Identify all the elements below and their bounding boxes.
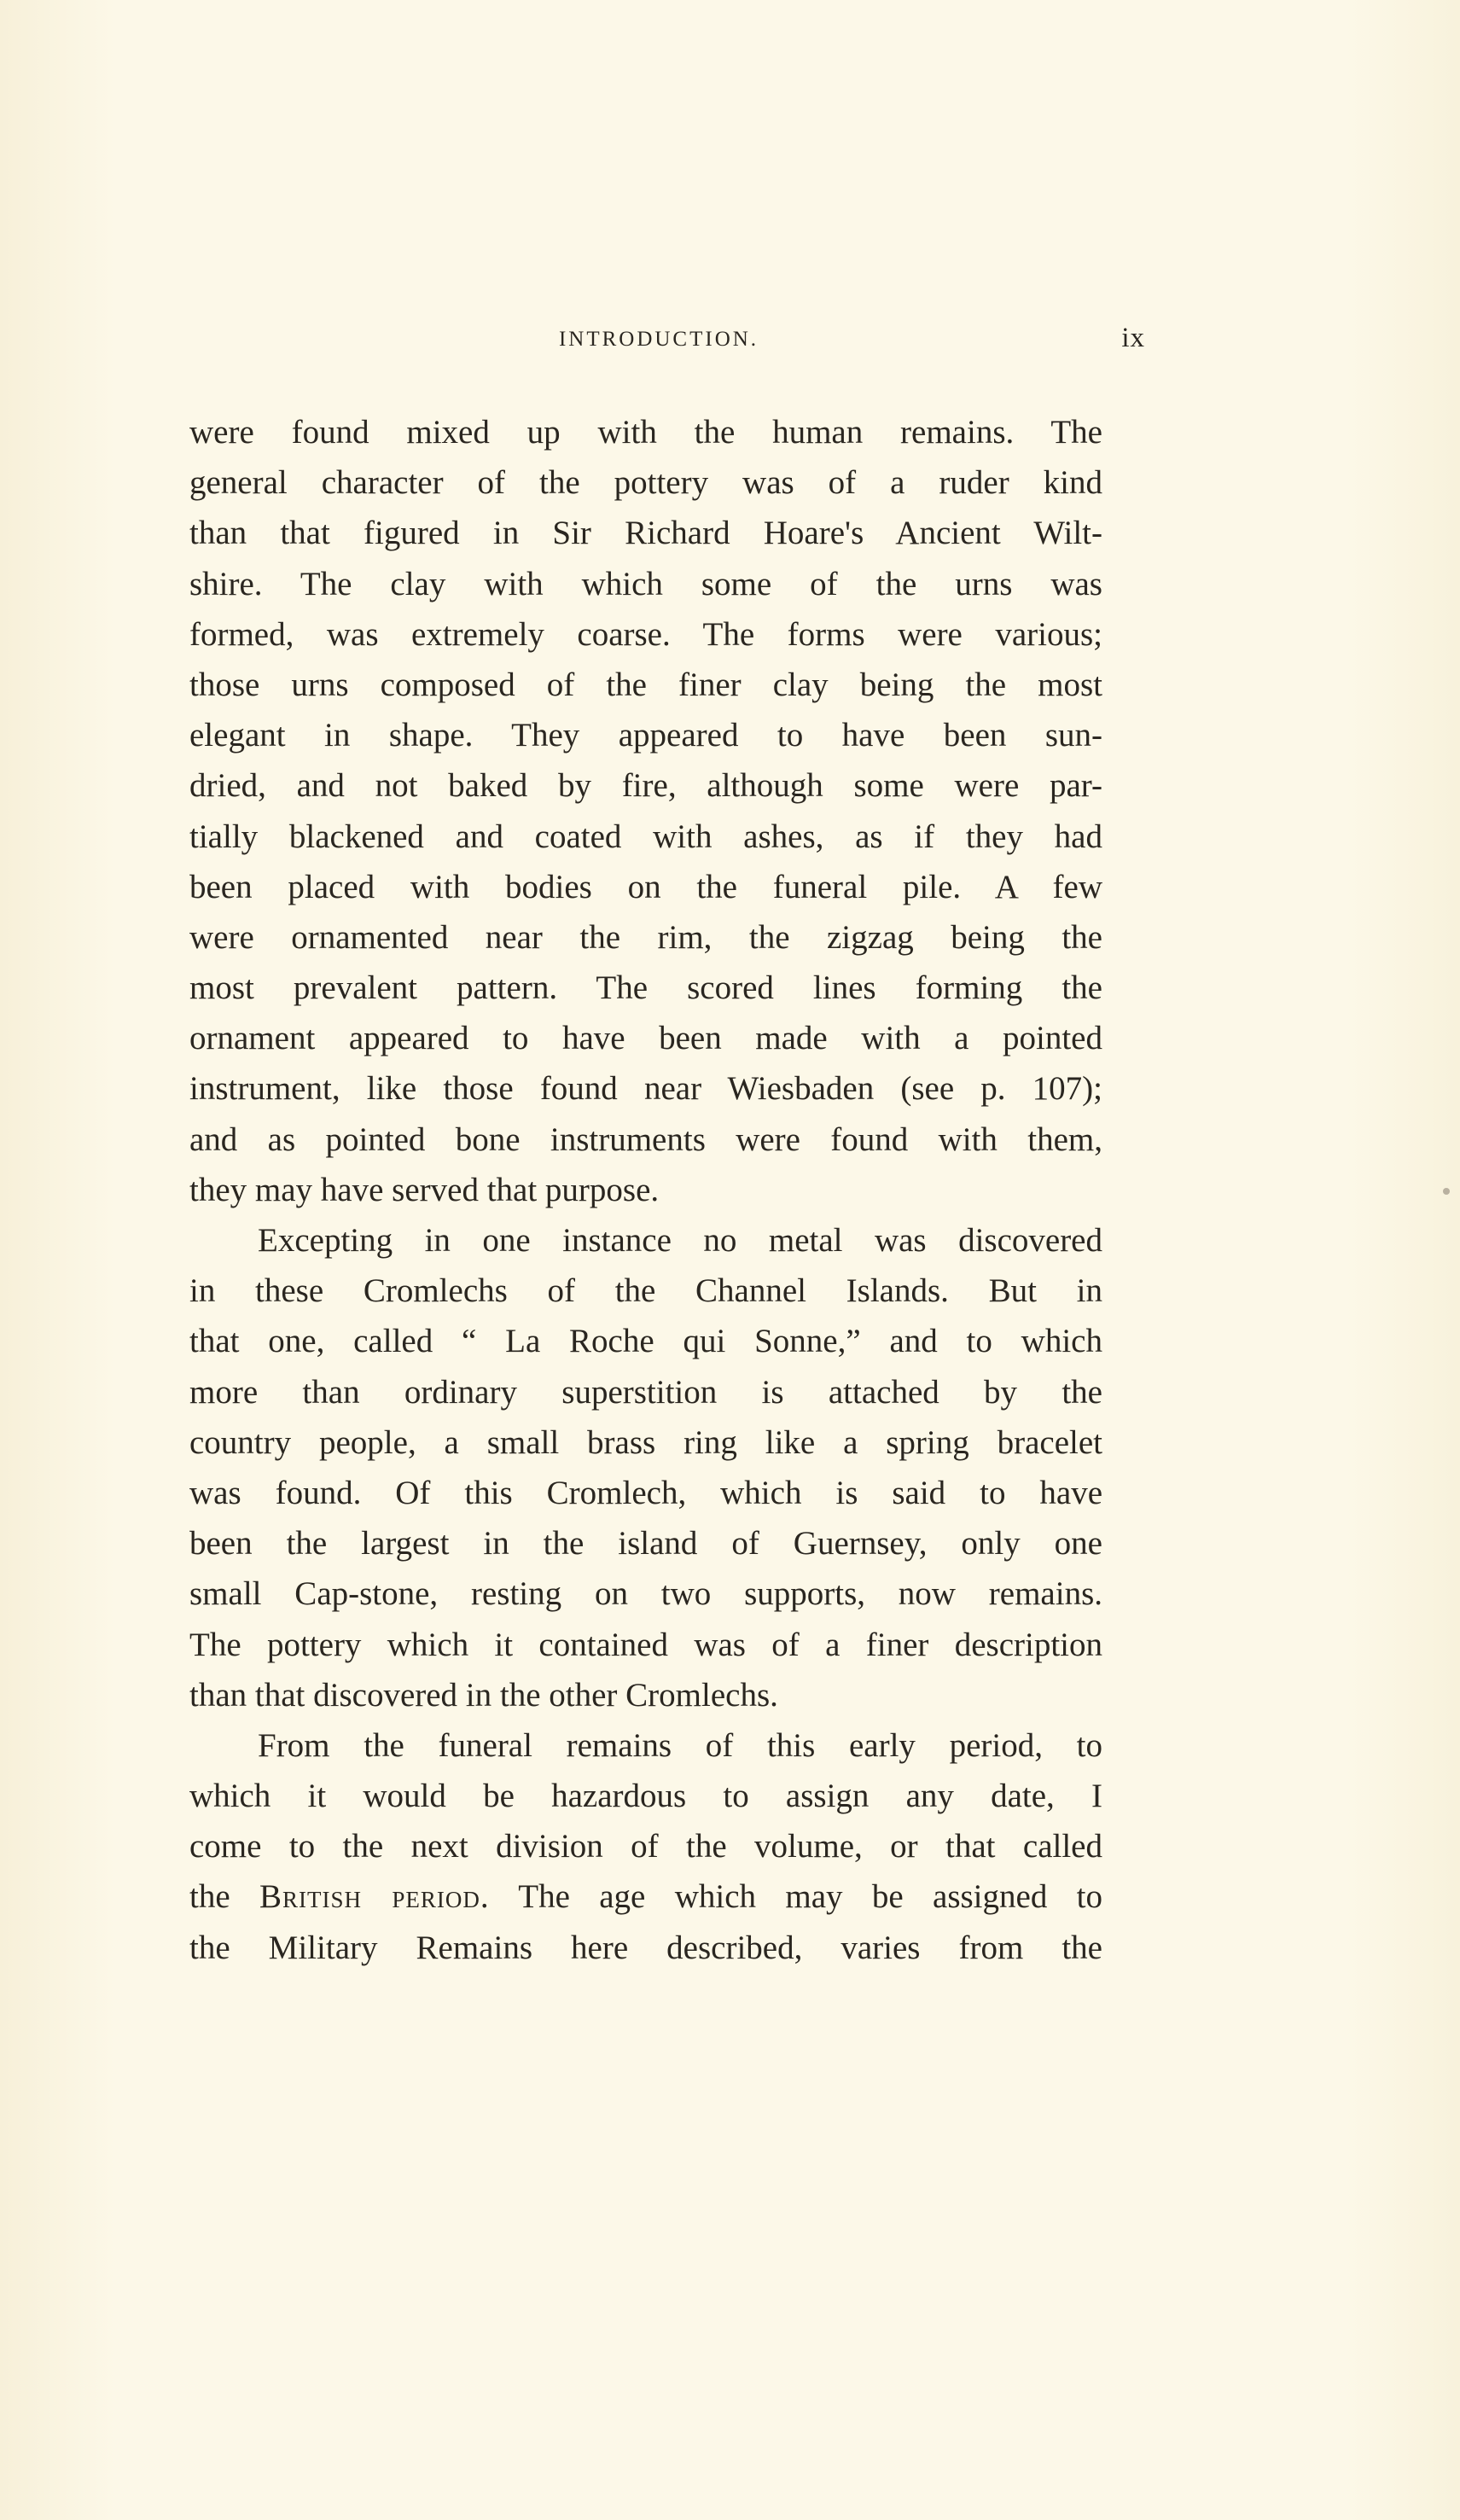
text-line: instrument, like those found near Wiesbaden (see p. 107); xyxy=(189,1070,1102,1108)
running-head xyxy=(189,323,1145,365)
text-line: small Cap-stone, resting on two supports, now remains. xyxy=(189,1575,1102,1613)
body-text xyxy=(189,407,1102,1973)
text-line-composite xyxy=(189,1871,1102,1922)
text-line: From the funeral remains of this early period, to xyxy=(258,1726,1102,1764)
text-line: been placed with bodies on the funeral pile. A few xyxy=(189,868,1102,905)
text-line: in these Cromlechs of the Channel Islands. But in xyxy=(189,1272,1102,1310)
text-line: that one, called “ La Roche qui Sonne,” and to which xyxy=(189,1323,1102,1360)
text-line: general character of the pottery was of a ruder kind xyxy=(189,464,1102,502)
text-line: shire. The clay with which some of the urns was xyxy=(189,565,1102,602)
text-line: come to the next division of the volume, or that called xyxy=(189,1828,1102,1865)
text-fragment: the xyxy=(189,1878,230,1916)
text-line: was found. Of this Cromlech, which is said to have xyxy=(189,1474,1102,1511)
text-line: than that figured in Sir Richard Hoare's Ancient Wilt- xyxy=(189,515,1102,552)
text-line: than that discovered in the other Cromlechs. xyxy=(189,1676,778,1714)
text-line: formed, was extremely coarse. The forms were various; xyxy=(189,615,1102,653)
text-line: they may have served that purpose. xyxy=(189,1171,660,1208)
page-number: ix xyxy=(1121,323,1145,353)
text-line: those urns composed of the finer clay being the most xyxy=(189,666,1102,703)
text-line: and as pointed bone instruments were found with them, xyxy=(189,1120,1102,1158)
text-line: The pottery which it contained was of a finer description xyxy=(189,1626,1102,1663)
text-fragment: The age which may be assigned to xyxy=(518,1878,1102,1916)
text-line: most prevalent pattern. The scored lines forming the xyxy=(189,969,1102,1007)
text-line: were found mixed up with the human remains. The xyxy=(189,414,1102,451)
text-line: country people, a small brass ring like a spring bracelet xyxy=(189,1423,1102,1461)
text-line: the Military Remains here described, varies from the xyxy=(189,1929,1102,1966)
text-line: were ornamented near the rim, the zigzag being the xyxy=(189,918,1102,956)
text-line: more than ordinary superstition is attached by the xyxy=(189,1373,1102,1411)
text-line: been the largest in the island of Guernsey, only one xyxy=(189,1525,1102,1563)
text-line: elegant in shape. They appeared to have been sun- xyxy=(189,717,1102,754)
running-title: INTRODUCTION. xyxy=(558,328,759,351)
text-line: ornament appeared to have been made with a pointed xyxy=(189,1020,1102,1057)
text-line: dried, and not baked by fire, although some were par- xyxy=(189,767,1102,805)
paper-speck xyxy=(1443,1188,1450,1195)
text-line: which it would be hazardous to assign any date, I xyxy=(189,1778,1102,1815)
text-line: tially blackened and coated with ashes, as if they had xyxy=(189,818,1102,855)
small-caps-term: British period. xyxy=(259,1878,490,1916)
text-line: Excepting in one instance no metal was discovered xyxy=(258,1222,1102,1259)
